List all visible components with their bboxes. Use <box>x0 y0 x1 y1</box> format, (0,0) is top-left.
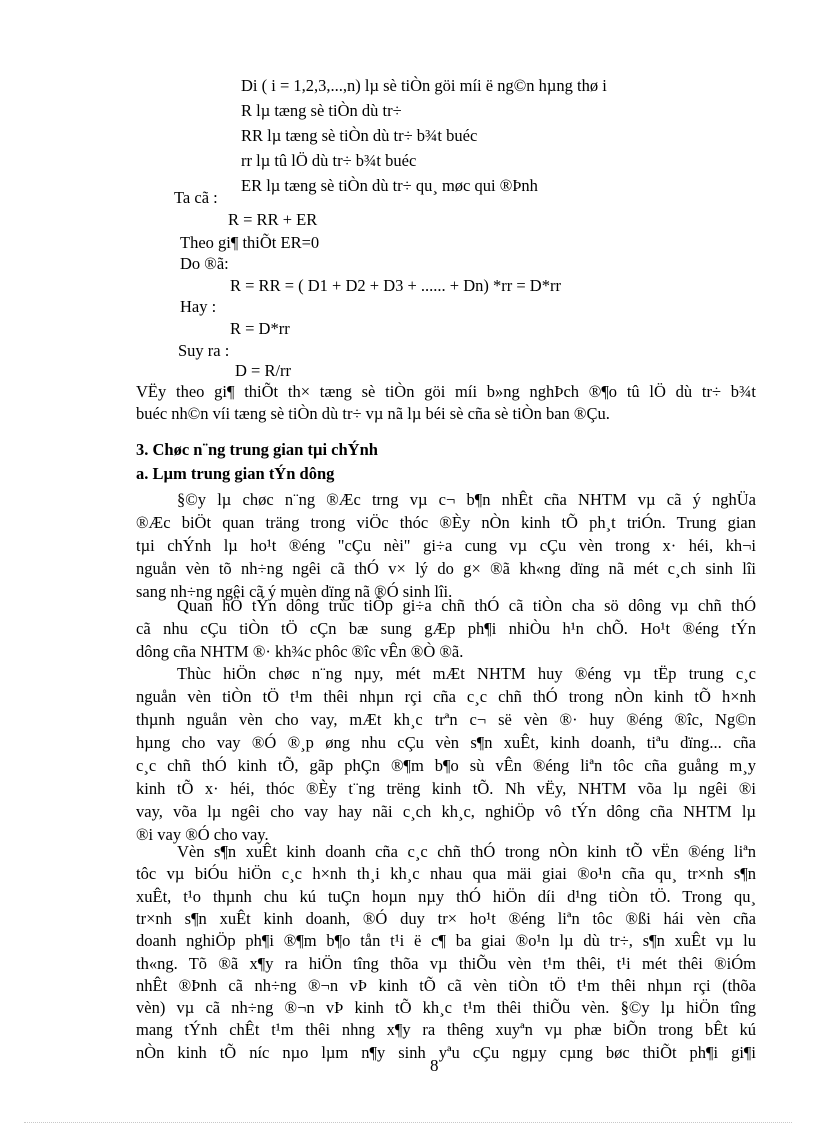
paragraph-line: th«ng. Tõ ®ã x¶y ra hiÖn tîng thõa vµ thiÕu vèn t¹m thêi, t¹i mét thêi ®iÓm <box>136 953 756 973</box>
paragraph-line: c¸c chñ thÓ kinh tÕ, gãp phÇn ®¶m b¶o sù vÊn ®éng liªn tôc cña guång m¸y <box>136 756 756 775</box>
paragraph-line: cã nhu cÇu tiÒn tÖ cÇn bæ sung gÆp ph¶i nhiÒu h¹n chÕ. Ho¹t ®éng tÝn <box>136 619 756 638</box>
paragraph-line: tµi chÝnh lµ ho¹t ®éng "cÇu nèi" gi÷a cung vµ cÇu vèn trong x· héi, kh¬i <box>136 536 756 555</box>
paragraph-line: nguån vèn tiÒn tÖ t¹m thêi nhµn rçi cña c¸c chñ thÓ trong nÒn kinh tÕ h×nh <box>136 687 756 706</box>
conclusion-line: VËy theo gi¶ thiÕt th× tæng sè tiÒn göi míi b»ng nghÞch ®¶o tû lÖ dù tr÷ b¾t <box>136 382 756 401</box>
conclusion-line: buéc nh©n víi tæng sè tiÒn dù tr÷ vµ nã lµ béi sè cña sè tiÒn ban ®Çu. <box>136 404 610 423</box>
definition-line: RR lµ tæng sè tiÒn dù tr÷ b¾t buéc <box>241 126 478 145</box>
derivation-line: Ta cã : <box>174 188 218 207</box>
paragraph-line: vay, võa lµ ngêi cho vay hay nãi c¸ch kh¸c, nghiÖp vô tÝn dông cña NHTM lµ <box>136 802 756 821</box>
derivation-line: Suy ra : <box>178 341 230 360</box>
section-heading: 3. Chøc n¨ng trung gian tµi chÝnh <box>136 440 378 459</box>
paragraph-line: vèn) vµ cã nh÷ng ®¬n vÞ kinh tÕ kh¸c t¹m thêi thiÕu vèn. §©y lµ hiÖn tîng <box>136 998 756 1018</box>
paragraph-line: xuÊt, t¹o thµnh chu kú tuÇn hoµn nµy thÓ hiÖn díi d¹ng tiÒn tÖ. Trong qu¸ <box>136 886 756 906</box>
paragraph-line: ®Æc biÖt quan träng trong viÖc thóc ®Èy nÒn kinh tÕ ph¸t triÓn. Trung gian <box>136 513 756 532</box>
paragraph-line: ®i vay ®Ó cho vay. <box>136 825 269 844</box>
derivation-line: R = D*rr <box>230 319 290 338</box>
paragraph-line: thµnh nguån vèn cho vay, mÆt kh¸c trªn c¬ së vèn ®· huy ®éng ®îc, Ng©n <box>136 710 756 729</box>
paragraph-line: sang nh÷ng ngêi cã ý muèn dïng nã ®Ó sinh lîi. <box>136 582 453 601</box>
definition-line: R lµ tæng sè tiÒn dù tr÷ <box>241 101 402 120</box>
page-number: 8 <box>430 1056 439 1075</box>
paragraph-line: Vèn s¶n xuÊt kinh doanh cña c¸c chñ thÓ trong nÒn kinh tÕ vËn ®éng liªn <box>177 842 756 861</box>
paragraph-line: dông cña NHTM ®· kh¾c phôc ®îc vÊn ®Ò ®ã. <box>136 642 464 661</box>
paragraph-line: tr×nh s¶n xuÊt kinh doanh, ®Ó duy tr× ho¹t ®éng liªn tôc ®ßi hái vèn cña <box>136 908 756 928</box>
definition-line: Di ( i = 1,2,3,...,n) lµ sè tiÒn göi míi ë ng©n hµng thø i <box>241 76 607 95</box>
definition-line: rr lµ tû lÖ dù tr÷ b¾t buéc <box>241 151 417 170</box>
derivation-line: Hay : <box>180 297 217 316</box>
paragraph-line: hµng cho vay ®Ó ®¸p øng nhu cÇu vèn s¶n xuÊt, kinh doanh, tiªu dïng... cña <box>136 733 756 752</box>
derivation-line: Theo gi¶ thiÕt ER=0 <box>180 233 320 252</box>
paragraph-line: nguån vèn tõ nh÷ng ngêi cã thÓ v× lý do g× ®ã kh«ng dïng nã mét c¸ch sinh lîi <box>136 559 756 578</box>
paragraph-line: nÒn kinh tÕ níc nµo lµm n¶y sinh yªu cÇu ngµy cµng bøc thiÕt ph¶i gi¶i <box>136 1042 756 1062</box>
paragraph-line: Quan hÖ tÝn dông trùc tiÕp gi÷a chñ thÓ cã tiÒn cha sö dông vµ chñ thÓ <box>177 596 756 615</box>
paragraph-line: §©y lµ chøc n¨ng ®Æc trng vµ c¬ b¶n nhÊt cña NHTM vµ cã ý nghÜa <box>177 490 756 509</box>
paragraph-line: doanh nghiÖp ph¶i ®¶m b¶o tån t¹i ë c¶ ba giai ®o¹n lµ dù tr÷, s¶n xuÊt vµ lu <box>136 931 756 951</box>
derivation-line: R = RR = ( D1 + D2 + D3 + ...... + Dn) *rr = D*rr <box>230 276 561 295</box>
derivation-line: D = R/rr <box>235 361 292 380</box>
paragraph-line: nhÊt ®Þnh cã nh÷ng ®¬n vÞ kinh tÕ cã vèn tiÒn tÖ t¹m thêi nhµn rçi (thõa <box>136 975 756 995</box>
paragraph-line: kinh tÕ x· héi, thóc ®Èy t¨ng trëng kinh tÕ. Nh vËy, NHTM võa lµ ngêi ®i <box>136 779 756 798</box>
paragraph-line: mang tÝnh chÊt t¹m thêi nhng x¶y ra thêng xuyªn vµ phæ biÕn trong bÊt kú <box>136 1020 756 1040</box>
derivation-line: R = RR + ER <box>228 210 318 229</box>
paragraph-line: Thùc hiÖn chøc n¨ng nµy, mét mÆt NHTM huy ®éng vµ tËp trung c¸c <box>177 664 756 683</box>
paragraph-line: tôc vµ biÓu hiÖn c¸c h×nh th¸i kh¸c nhau qua mäi giai ®o¹n cña qu¸ tr×nh s¶n <box>136 864 756 884</box>
definition-line: ER lµ tæng sè tiÒn dù tr÷ qu¸ møc qui ®Þnh <box>241 176 538 195</box>
derivation-line: Do ®ã: <box>180 254 229 273</box>
subsection-heading: a. Lµm trung gian tÝn dông <box>136 464 335 483</box>
